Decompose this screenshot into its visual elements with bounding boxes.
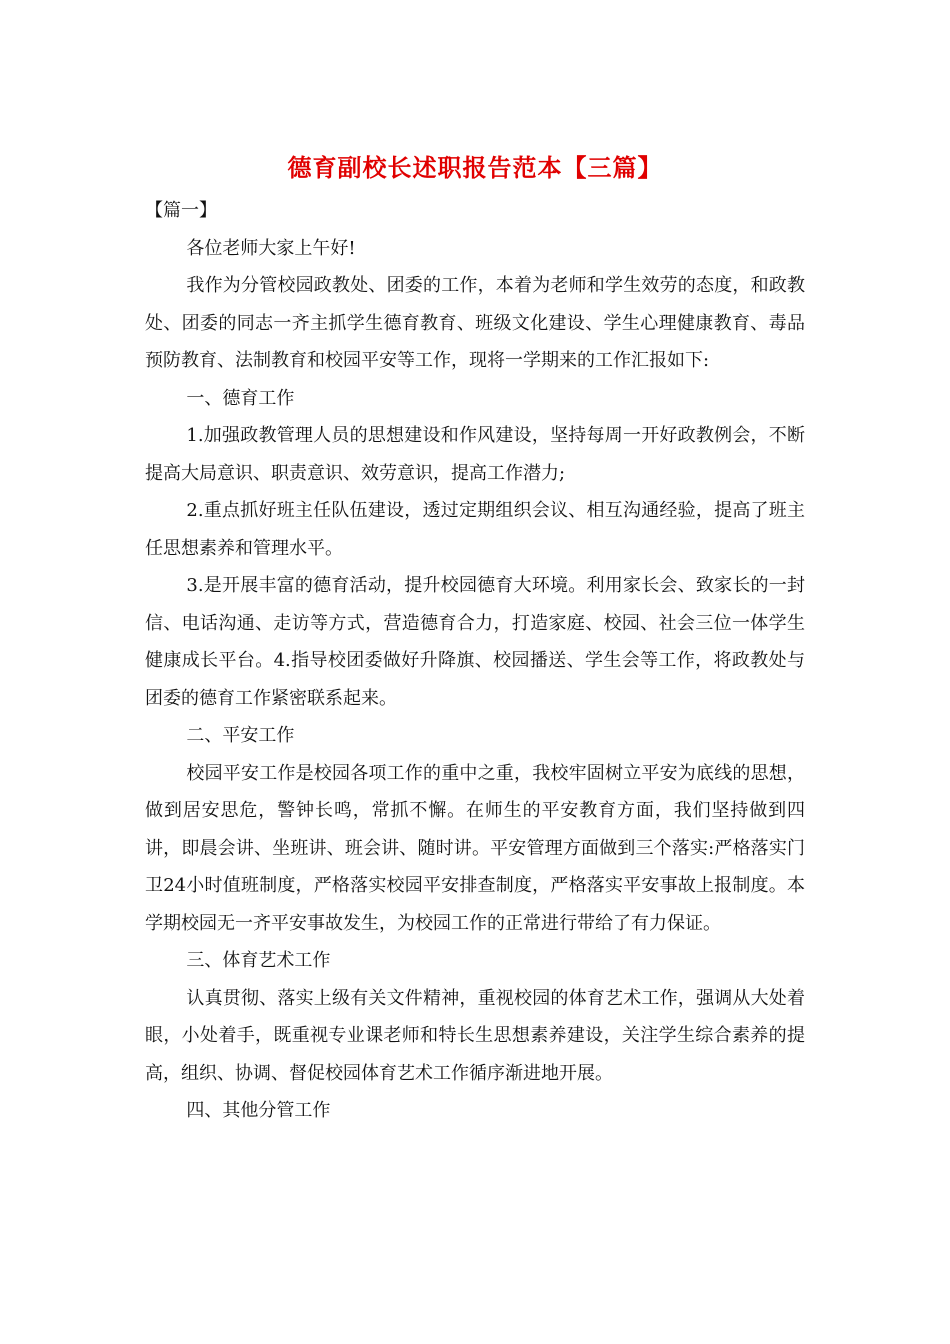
heading-safety-work: 二、平安工作: [186, 725, 295, 746]
section-label: 【篇一】: [145, 200, 217, 221]
sports-arts-paragraph: 认真贯彻、落实上级有关文件精神，重视校园的体育艺术工作，强调从大处着眼，小处着手，既重视专业课老师和特长生思想素养建设，关注学生综合素养的提高，组织、协调、督促校园体育艺术工作循序渐进地开展。: [145, 987, 805, 1084]
moral-item-1-paragraph: 1.加强政教管理人员的思想建设和作风建设，坚持每周一开好政教例会，不断提高大局意识、职责意识、效劳意识，提高工作潜力;: [145, 425, 805, 484]
intro-paragraph: 我作为分管校园政教处、团委的工作，本着为老师和学生效劳的态度，和政教处、团委的同志一齐主抓学生德育教育、班级文化建设、学生心理健康教育、毒品预防教育、法制教育和校园平安等工作，现将一学期来的工作汇报如下:: [145, 275, 805, 371]
document-body: [145, 192, 805, 1130]
heading-moral-education: 一、德育工作: [186, 387, 295, 409]
document-title: 德育副校长述职报告范本【三篇】: [287, 153, 663, 182]
heading-other-work: 四、其他分管工作: [186, 1100, 331, 1121]
moral-item-2-paragraph: 2.重点抓好班主任队伍建设，透过定期组织会议、相互沟通经验，提高了班主任思想素养和管理水平。: [145, 500, 805, 559]
greeting-paragraph: 各位老师大家上午好!: [186, 237, 356, 259]
moral-item-3-paragraph: 3.是开展丰富的德育活动，提升校园德育大环境。利用家长会、致家长的一封信、电话沟通、走访等方式，营造德育合力，打造家庭、校园、社会三位一体学生健康成长平台。4.指导校团委做好升降旗、校园播送、学生会等工作，将政教处与团委的德育工作紧密联系起来。: [145, 575, 805, 709]
safety-paragraph: 校园平安工作是校园各项工作的重中之重，我校牢固树立平安为底线的思想，做到居安思危，警钟长鸣，常抓不懈。在师生的平安教育方面，我们坚持做到四讲，即晨会讲、坐班讲、班会讲、随时讲。平安管理方面做到三个落实:严格落实门卫24小时值班制度，严格落实校园平安排查制度，严格落实平安事故上报制度。本学期校园无一齐平安事故发生，为校园工作的正常进行带给了有力保证。: [145, 762, 805, 934]
heading-sports-arts: 三、体育艺术工作: [186, 950, 331, 971]
